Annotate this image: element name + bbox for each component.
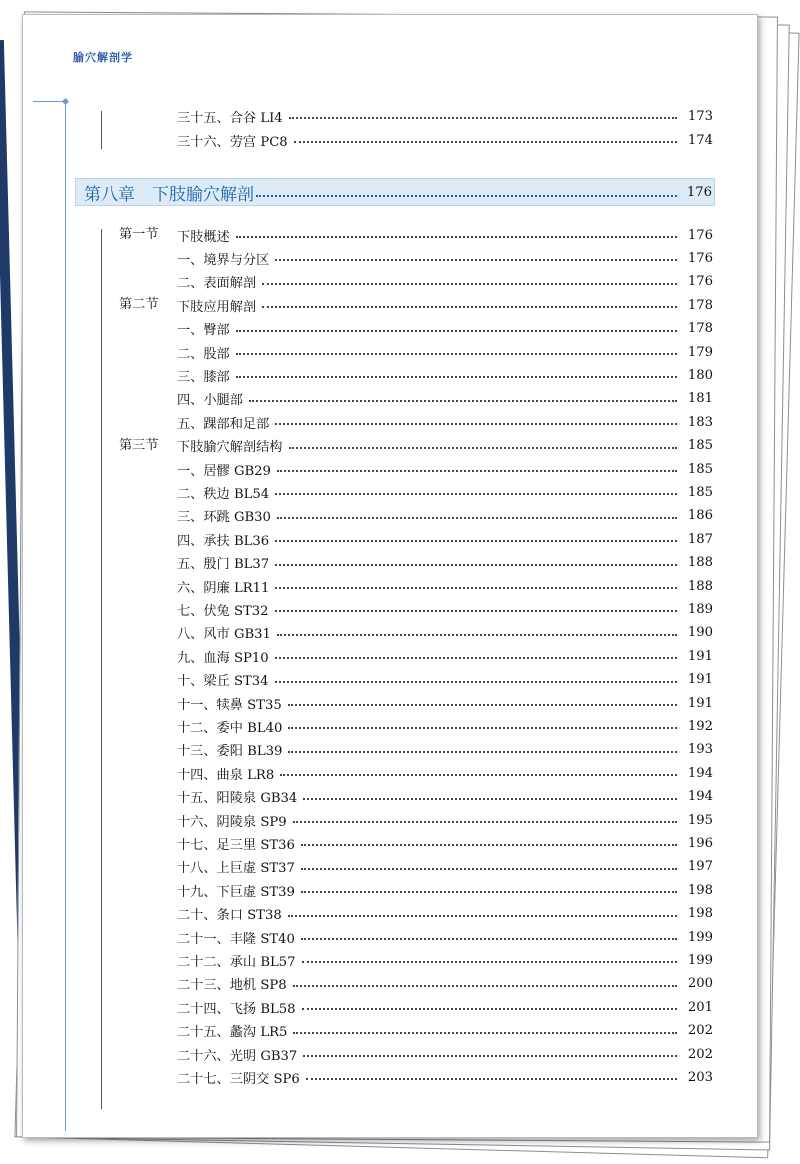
leader-dots: [236, 236, 677, 238]
toc-entry-title: 三十五、合谷 LI4: [177, 110, 283, 126]
leader-dots: [288, 915, 677, 917]
toc-entry-title: 一、境界与分区: [177, 252, 270, 268]
toc-entry[interactable]: [177, 715, 713, 737]
toc-entry-page: 176: [687, 227, 713, 243]
leader-dots: [302, 1008, 677, 1010]
leader-dots: [275, 564, 677, 566]
leader-dots: [288, 704, 677, 706]
leader-dots: [303, 798, 677, 800]
toc-entry-page: 200: [687, 976, 713, 992]
leader-dots: [289, 447, 678, 449]
toc-entry[interactable]: [177, 271, 713, 293]
toc-entry-page: 191: [687, 648, 713, 664]
toc-entry[interactable]: [177, 996, 713, 1018]
toc-entry-page: 192: [687, 718, 713, 734]
toc-entry-title: 下肢应用解剖: [177, 299, 257, 315]
toc-entry-page: 197: [687, 859, 713, 875]
leader-dots: [303, 1055, 677, 1057]
toc-entry[interactable]: [177, 622, 713, 644]
toc-entry-title: 下肢腧穴解剖结构: [177, 440, 283, 456]
toc-entry-page: 181: [687, 391, 713, 407]
leader-dots: [236, 353, 677, 355]
section-bar: [101, 229, 102, 1109]
toc-entry-title: 五、踝部和足部: [177, 416, 270, 432]
toc-entry-page: 173: [687, 108, 713, 124]
toc-entry-title: 二十、条口 ST38: [177, 908, 282, 924]
chapter-title: 第八章 下肢腧穴解剖: [84, 184, 254, 205]
leader-dots: [275, 681, 677, 683]
toc-entry-title: 三十六、劳宫 PC8: [177, 134, 288, 150]
toc-entry[interactable]: [177, 364, 713, 386]
toc-entry-page: 190: [687, 625, 713, 641]
toc-entry-page: 176: [687, 250, 713, 266]
toc-entry-page: 189: [687, 601, 713, 617]
toc-entry-title: 一、臀部: [177, 323, 230, 339]
section-label: 第一节: [119, 227, 159, 242]
toc-entry[interactable]: [177, 926, 713, 948]
toc-entry-title: 三、膝部: [177, 369, 230, 385]
toc-entry-title: 二十五、蠡沟 LR5: [177, 1025, 288, 1041]
toc-entry[interactable]: [177, 973, 713, 995]
toc-entry-title: 十五、阳陵泉 GB34: [177, 791, 298, 807]
toc-entry[interactable]: [177, 294, 713, 316]
toc-entry-page: 193: [687, 742, 713, 758]
toc-entry-title: 二十七、三阴交 SP6: [177, 1071, 300, 1087]
toc-entry-page: 194: [687, 789, 713, 805]
toc-entry-page: 185: [687, 461, 713, 477]
toc-entry[interactable]: [177, 129, 713, 151]
toc-entry-title: 七、伏兔 ST32: [177, 603, 269, 619]
leader-dots: [306, 1078, 677, 1080]
toc-entry[interactable]: [177, 856, 713, 878]
toc-entry-page: 199: [687, 929, 713, 945]
toc-entry-page: 185: [687, 438, 713, 454]
toc-entry-title: 十七、足三里 ST36: [177, 837, 295, 853]
toc-entry[interactable]: [177, 388, 713, 410]
toc-entry-page: 178: [687, 297, 713, 313]
leader-dots: [275, 657, 677, 659]
decorative-rule: [33, 101, 65, 102]
toc-entry[interactable]: [177, 786, 713, 808]
toc-entry[interactable]: [177, 481, 713, 503]
toc-entry-page: 178: [687, 321, 713, 337]
toc-entry-page: 188: [687, 555, 713, 571]
leader-dots: [275, 587, 677, 589]
toc-entry-page: 196: [687, 835, 713, 851]
toc-entry[interactable]: [177, 762, 713, 784]
toc-entry[interactable]: [177, 645, 713, 667]
leader-dots: [288, 727, 677, 729]
toc-entry-page: 202: [687, 1023, 713, 1039]
leader-dots: [288, 751, 677, 753]
leader-dots: [275, 259, 677, 261]
toc-entry[interactable]: [177, 458, 713, 480]
leader-dots: [277, 634, 677, 636]
toc-entry[interactable]: [177, 1020, 713, 1042]
toc-entry-page: 194: [687, 765, 713, 781]
toc-entry[interactable]: [177, 598, 713, 620]
toc-entry[interactable]: [177, 505, 713, 527]
toc-entry[interactable]: [177, 224, 713, 246]
leader-dots: [301, 891, 677, 893]
toc-entry-page: 185: [687, 484, 713, 500]
toc-entry[interactable]: [177, 669, 713, 691]
toc-entry-page: 198: [687, 882, 713, 898]
toc-entry-page: 179: [687, 344, 713, 360]
leader-dots: [289, 117, 677, 119]
toc-entry[interactable]: [177, 435, 713, 457]
toc-entry-page: 198: [687, 906, 713, 922]
leader-dots: [275, 610, 677, 612]
toc-entry-page: 202: [687, 1046, 713, 1062]
toc-entry-title: 二、股部: [177, 346, 230, 362]
decorative-rule: [65, 101, 66, 1131]
toc-entry-title: 二十四、飞扬 BL58: [177, 1001, 296, 1017]
toc-entry-title: 三、环跳 GB30: [177, 510, 271, 526]
leader-dots: [293, 821, 677, 823]
toc-entry[interactable]: [177, 692, 713, 714]
toc-entry-title: 一、居髎 GB29: [177, 463, 271, 479]
toc-entry-title: 二、秩边 BL54: [177, 486, 270, 502]
leader-dots: [256, 195, 677, 197]
leader-dots: [275, 493, 677, 495]
toc-entry[interactable]: [177, 949, 713, 971]
toc-entry-page: 191: [687, 695, 713, 711]
toc-entry-title: 二十三、地机 SP8: [177, 978, 287, 994]
toc-entry-page: 180: [687, 367, 713, 383]
toc-entry-title: 二十六、光明 GB37: [177, 1048, 298, 1064]
toc-entry[interactable]: [177, 1066, 713, 1088]
leader-dots: [301, 868, 677, 870]
leader-dots: [275, 540, 677, 542]
leader-dots: [301, 844, 677, 846]
toc-entry[interactable]: [177, 247, 713, 269]
leader-dots: [277, 517, 677, 519]
leader-dots: [236, 330, 677, 332]
leader-dots: [277, 470, 677, 472]
toc-entry-title: 六、阴廉 LR11: [177, 580, 270, 596]
section-label: 第二节: [119, 297, 159, 313]
toc-entry-title: 十二、委中 BL40: [177, 720, 283, 736]
leader-dots: [262, 283, 677, 285]
toc-entry-title: 十六、阴陵泉 SP9: [177, 814, 287, 830]
toc-entry-title: 九、血海 SP10: [177, 650, 269, 666]
toc-entry-page: 203: [687, 1069, 713, 1085]
toc-entry-title: 十九、下巨虚 ST39: [177, 884, 295, 900]
toc-entry-page: 195: [687, 812, 713, 828]
toc-entry-title: 十三、委阳 BL39: [177, 744, 283, 760]
leader-dots: [275, 423, 677, 425]
toc-entry[interactable]: [177, 809, 713, 831]
toc-entry-page: 186: [687, 508, 713, 524]
toc-entry[interactable]: [177, 105, 713, 127]
toc-entry-title: 十八、上巨虚 ST37: [177, 861, 295, 877]
toc-entry-title: 二十一、丰隆 ST40: [177, 931, 295, 947]
leader-dots: [236, 376, 677, 378]
toc-entry-title: 四、小腿部: [177, 393, 243, 409]
toc-entry-page: 201: [687, 999, 713, 1015]
toc-entry-title: 下肢概述: [177, 229, 230, 245]
toc-entry-page: 191: [687, 672, 713, 688]
toc-entry-page: 199: [687, 952, 713, 968]
toc-entry[interactable]: [177, 528, 713, 550]
toc-entry-title: 十四、曲泉 LR8: [177, 767, 275, 783]
toc-entry[interactable]: [177, 879, 713, 901]
toc-entry-page: 187: [687, 531, 713, 547]
toc-entry[interactable]: [177, 552, 713, 574]
leader-dots: [294, 141, 677, 143]
toc-entry[interactable]: [177, 1043, 713, 1065]
toc-entry[interactable]: [177, 903, 713, 925]
toc-entry-page: 188: [687, 578, 713, 594]
section-label: 第三节: [119, 437, 159, 453]
toc-entry[interactable]: [177, 411, 713, 433]
toc-entry-title: 八、风市 GB31: [177, 627, 271, 643]
toc-entry-title: 五、殷门 BL37: [177, 557, 270, 573]
toc-entry[interactable]: [177, 832, 713, 854]
toc-entry-title: 二、表面解剖: [177, 276, 257, 292]
leader-dots: [301, 938, 677, 940]
toc-entry-page: 176: [687, 274, 713, 290]
leader-dots: [262, 306, 677, 308]
toc-entry[interactable]: [177, 739, 713, 761]
toc-entry[interactable]: [177, 318, 713, 340]
toc-page: [22, 14, 758, 1138]
toc-entry-page: 183: [687, 414, 713, 430]
chapter-page: 176: [686, 184, 712, 200]
toc-entry-title: 十一、犊鼻 ST35: [177, 697, 282, 713]
leader-dots: [280, 774, 677, 776]
running-head: 腧穴解剖学: [73, 51, 133, 64]
leader-dots: [293, 1032, 677, 1034]
toc-entry[interactable]: [177, 575, 713, 597]
toc-entry-title: 二十二、承山 BL57: [177, 954, 296, 970]
toc-entry-page: 174: [687, 132, 713, 148]
section-bar: [101, 111, 102, 149]
leader-dots: [302, 961, 677, 963]
toc-entry-title: 四、承扶 BL36: [177, 533, 270, 549]
leader-dots: [293, 985, 677, 987]
leader-dots: [249, 400, 677, 402]
toc-entry[interactable]: [177, 341, 713, 363]
toc-entry-title: 十、梁丘 ST34: [177, 674, 269, 690]
chapter-heading[interactable]: [75, 178, 715, 206]
